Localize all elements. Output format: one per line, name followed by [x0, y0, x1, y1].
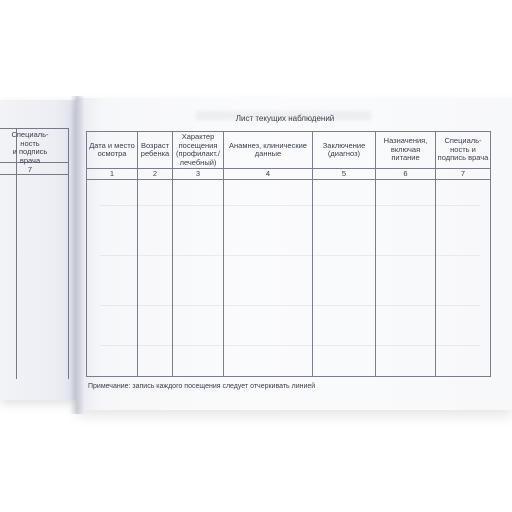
sheet-title: Лист текущих наблюдений [235, 114, 335, 123]
column-header-prescriptions: Назначения, включая питание [376, 132, 436, 169]
column-header-doctor: Специаль-ность и подпись врача [436, 132, 491, 169]
column-number: 1 [87, 169, 138, 180]
table-cell [376, 180, 436, 377]
table-cell [313, 180, 376, 377]
left-page-table [0, 128, 69, 379]
column-number: 5 [313, 169, 376, 180]
table-cell [138, 180, 173, 377]
column-header-anamnesis: Анамнез, клинические данные [224, 132, 313, 169]
column-header-diagnosis: Заключение (диагноз) [313, 132, 376, 169]
table-cell [87, 180, 138, 377]
table-cell [224, 180, 313, 377]
column-header-age: Возраст ребенка [138, 132, 173, 169]
column-number-row [87, 169, 491, 180]
book-spine-shadow [70, 96, 84, 414]
column-number: 3 [173, 169, 224, 180]
left-page-column-number: 7 [27, 165, 33, 174]
table-body-row [87, 180, 491, 377]
table-cell [173, 180, 224, 377]
table-cell [436, 180, 491, 377]
column-header-date-place: Дата и место осмотра [87, 132, 138, 169]
footnote: Примечание: запись каждого посещения следует отчеркивать линией [88, 383, 316, 390]
left-page-column-header: Специаль- ность и подпись врача [11, 130, 49, 165]
column-number: 7 [436, 169, 491, 180]
column-header-visit-type: Характер посещения (профилакт./ лечебный) [173, 132, 224, 169]
column-number: 4 [224, 169, 313, 180]
column-number: 2 [138, 169, 173, 180]
column-number: 6 [376, 169, 436, 180]
observation-table [86, 131, 491, 377]
table-header-row [87, 132, 491, 169]
